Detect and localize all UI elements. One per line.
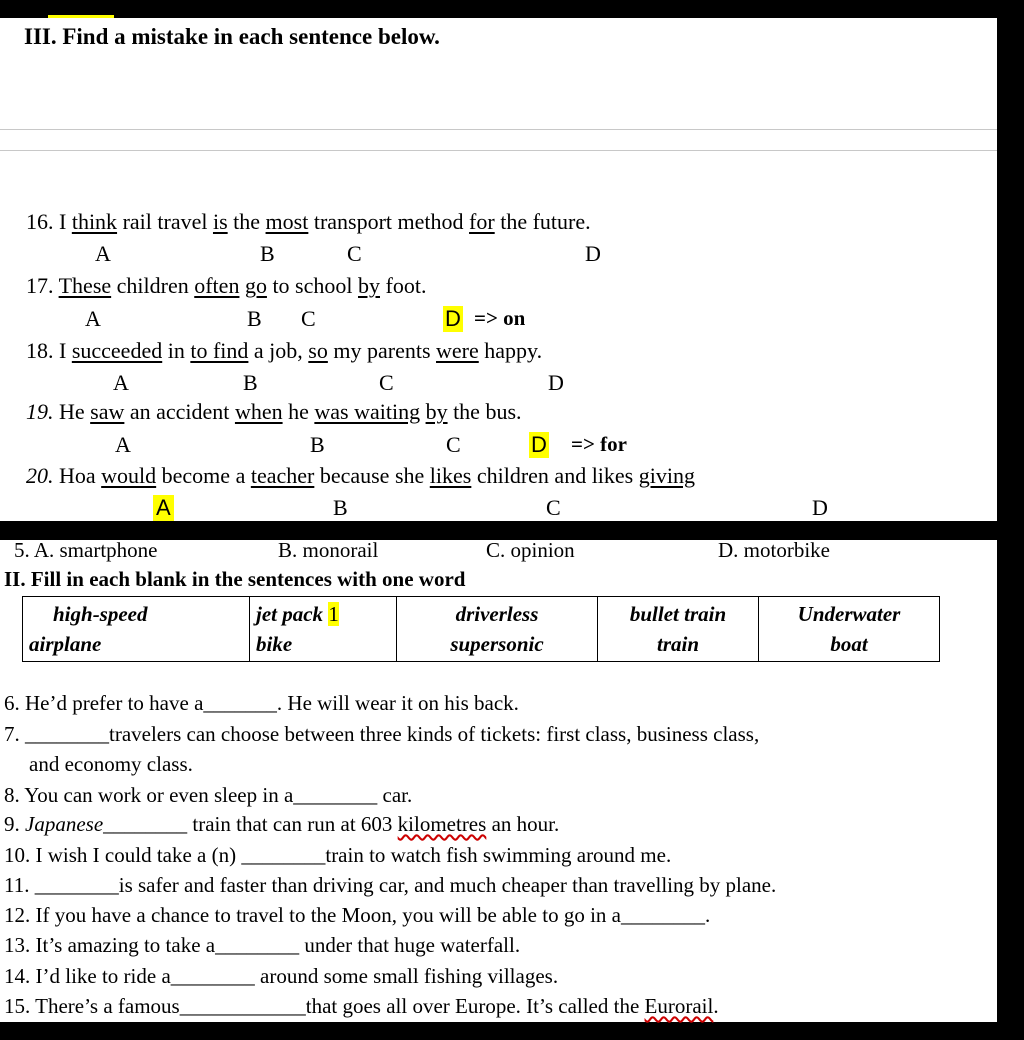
correct-answer-highlight: D: [531, 432, 547, 457]
option-b: B. monorail: [278, 538, 379, 562]
divider: [0, 129, 997, 130]
sentence-20: 20. Hoa would become a teacher because she likes children and likes giving: [26, 463, 695, 488]
question-15: 15. There’s a famous____________that goes all over Europe. It’s called the Eurorail.: [4, 994, 719, 1018]
option-d: D. motorbike: [718, 538, 830, 562]
option-letter: A: [113, 370, 129, 395]
option-letter: C: [379, 370, 394, 395]
question-13: 13. It’s amazing to take a________ under that huge waterfall.: [4, 933, 521, 957]
option-letter: D: [812, 495, 828, 520]
word-cell: jet pack 1 bike: [250, 597, 397, 662]
word-box: [22, 596, 940, 662]
option-c: C. opinion: [486, 538, 575, 562]
option-letter: A: [85, 306, 101, 331]
option-letter: A: [115, 432, 131, 457]
correct-answer-highlight: D: [445, 306, 461, 331]
divider: [0, 150, 997, 151]
question-14: 14. I’d like to ride a________ around some small fishing villages.: [4, 964, 559, 988]
question-12: 12. If you have a chance to travel to the Moon, you will be able to go in a________.: [4, 903, 711, 927]
part2-panel: [0, 540, 997, 1022]
option-letter: B: [333, 495, 348, 520]
option-letter: C: [301, 306, 316, 331]
word-cell: high-speed airplane: [23, 597, 250, 662]
question-10: 10. I wish I could take a (n) ________train to watch fish swimming around me.: [4, 843, 672, 867]
word-cell: driverless supersonic: [397, 597, 598, 662]
question-9: 9. Japanese________ train that can run at 603 kilometres an hour.: [4, 812, 560, 836]
question-6: 6. He’d prefer to have a_______. He will wear it on his back.: [4, 691, 519, 715]
sentence-17: 17. These children often go to school by foot.: [26, 273, 427, 298]
sentence-16: 16. I think rail travel is the most transport method for the future.: [26, 209, 591, 234]
correct-answer-highlight: A: [153, 495, 174, 521]
option-a: 5. A. smartphone: [14, 538, 158, 562]
answer-note: => for: [571, 432, 627, 456]
part3-title: III. Find a mistake in each sentence below.: [24, 24, 440, 49]
option-letter: B: [243, 370, 258, 395]
question-7-cont: and economy class.: [29, 752, 193, 776]
highlight-mark: [48, 15, 114, 18]
option-letter: D: [585, 241, 601, 266]
part2-title: II. Fill in each blank in the sentences with one word: [4, 567, 466, 591]
option-letter: C: [347, 241, 362, 266]
option-letter: D: [548, 370, 564, 395]
option-letter: B: [310, 432, 325, 457]
question-11: 11. ________is safer and faster than driving car, and much cheaper than travelling by plane.: [4, 873, 777, 897]
sentence-18: 18. I succeeded in to find a job, so my parents were happy.: [26, 338, 543, 363]
option-letter: C: [446, 432, 461, 457]
question-8: 8. You can work or even sleep in a________ car.: [4, 783, 413, 807]
word-cell: bullet train train: [598, 597, 759, 662]
part3-panel: [0, 18, 997, 521]
option-letter: A: [95, 241, 111, 266]
sentence-19: 19. He saw an accident when he was waiting by the bus.: [26, 399, 522, 424]
option-letter: C: [546, 495, 561, 520]
word-cell: Underwater boat: [759, 597, 940, 662]
answer-note: => on: [474, 306, 526, 330]
option-letter: B: [247, 306, 262, 331]
option-letter: B: [260, 241, 275, 266]
question-7: 7. ________travelers can choose between three kinds of tickets: first class, business class,: [4, 722, 760, 746]
